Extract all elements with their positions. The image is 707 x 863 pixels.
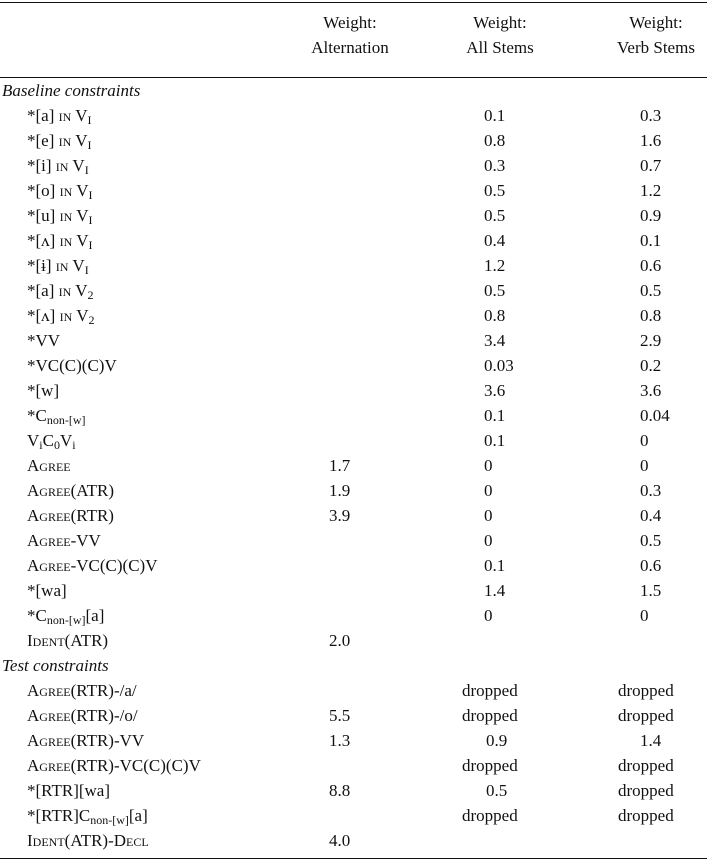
constraint-name: *[wa] [27, 581, 67, 600]
constraint-name: Agree-VC(C)(C)V [27, 556, 158, 575]
constraint-name: $*[RTR]C_{non-[w]}[a]$ [27, 806, 148, 827]
table-row [0, 828, 707, 853]
weight-verb-stems: 0.2 [640, 356, 662, 375]
constraint-name: *VC(C)(C)V [27, 356, 117, 375]
weight-verb-stems: 0 [640, 606, 649, 625]
weight-all-stems: 0.8 [484, 131, 506, 150]
table-row [0, 203, 707, 228]
column-header-verb-stems [596, 10, 707, 60]
weight-all-stems: 0 [484, 531, 493, 550]
constraint-name: *[u] in $V_I$ [27, 206, 93, 227]
table-bottom-rule [0, 858, 707, 859]
constraint-name: *[a] in $V_I$ [27, 106, 92, 127]
weight-verb-stems: 0.1 [640, 231, 662, 250]
column-header-line2: Verb Stems [617, 38, 695, 57]
weight-verb-stems: 0.3 [640, 106, 662, 125]
weight-all-stems: 0.1 [484, 106, 506, 125]
weight-verb-stems: 0.5 [640, 281, 662, 300]
constraint-name: Agree(RTR)-/a/ [27, 681, 137, 700]
weight-verb-stems: 0.5 [640, 531, 662, 550]
weight-alternation: 3.9 [329, 506, 351, 525]
section-heading-baseline: Baseline constraints [2, 81, 141, 100]
weight-verb-stems: 0 [640, 456, 649, 475]
constraint-name: *[a] in $V_2$ [27, 281, 94, 302]
table-row [0, 453, 707, 478]
constraint-name: $*C_{non-[w]}$ [27, 406, 86, 427]
weight-verb-stems: dropped [618, 706, 674, 725]
table-row [0, 228, 707, 253]
weight-verb-stems: 0.4 [640, 506, 662, 525]
table-row [0, 753, 707, 778]
weight-alternation: 1.7 [329, 456, 351, 475]
weight-all-stems: 3.4 [484, 331, 506, 350]
weight-all-stems: 0.1 [484, 431, 506, 450]
weight-all-stems: dropped [462, 806, 518, 825]
constraint-name: *[ʌ] in $V_2$ [27, 306, 95, 327]
weight-all-stems: 0.5 [484, 181, 506, 200]
weight-all-stems: 3.6 [484, 381, 506, 400]
table-row [0, 378, 707, 403]
weight-alternation: 1.9 [329, 481, 351, 500]
constraint-name: Ident(ATR) [27, 631, 109, 650]
weight-verb-stems: dropped [618, 756, 674, 775]
table-row [0, 528, 707, 553]
table-row [0, 728, 707, 753]
constraint-name: Agree(RTR)-VC(C)(C)V [27, 756, 201, 775]
table-row [0, 628, 707, 653]
constraint-name: Agree(ATR) [27, 481, 115, 500]
table-row [0, 703, 707, 728]
weight-verb-stems: 0.6 [640, 556, 662, 575]
weight-verb-stems: dropped [618, 681, 674, 700]
table-row [0, 153, 707, 178]
table-row [0, 178, 707, 203]
column-header-all-stems [440, 10, 560, 60]
constraint-name: *VV [27, 331, 61, 350]
weight-alternation: 8.8 [329, 781, 351, 800]
weight-verb-stems: dropped [618, 806, 674, 825]
constraint-name: *[o] in $V_I$ [27, 181, 93, 202]
weight-all-stems: 0.03 [484, 356, 514, 375]
table-row [0, 328, 707, 353]
table-top-rule [0, 2, 707, 3]
weight-all-stems: 0 [484, 481, 493, 500]
section-heading-test: Test constraints [2, 656, 109, 675]
constraint-name: Agree(RTR) [27, 506, 114, 525]
weight-verb-stems: 1.2 [640, 181, 662, 200]
weight-all-stems: 0.1 [484, 556, 506, 575]
weight-all-stems: 0 [484, 456, 493, 475]
table-row [0, 553, 707, 578]
weight-verb-stems: 1.6 [640, 131, 662, 150]
table-row [0, 278, 707, 303]
weight-all-stems: 0.5 [484, 281, 506, 300]
column-header-line1: Weight: [629, 13, 683, 32]
weight-all-stems: dropped [462, 681, 518, 700]
weight-verb-stems: 0 [640, 431, 649, 450]
weight-verb-stems: 3.6 [640, 381, 662, 400]
column-header-alternation [290, 10, 410, 60]
constraint-name: Ident(ATR)-Decl [27, 831, 149, 850]
table-row [0, 353, 707, 378]
table-row [0, 603, 707, 628]
table-row [0, 253, 707, 278]
weight-all-stems: 0.1 [484, 406, 506, 425]
weight-verb-stems: 0.3 [640, 481, 662, 500]
weight-all-stems: 0.9 [486, 731, 508, 750]
weight-alternation: 2.0 [329, 631, 351, 650]
weight-all-stems: 0.5 [486, 781, 508, 800]
table-row [0, 403, 707, 428]
constraint-name: Agree(RTR)-/o/ [27, 706, 138, 725]
table-row [0, 428, 707, 453]
weight-verb-stems: 0.8 [640, 306, 662, 325]
constraint-name: *[ɨ] in $V_I$ [27, 256, 89, 277]
weight-all-stems: 1.2 [484, 256, 506, 275]
table-row [0, 103, 707, 128]
constraint-name: Agree(RTR)-VV [27, 731, 145, 750]
weight-verb-stems: 0.9 [640, 206, 662, 225]
weight-alternation: 5.5 [329, 706, 351, 725]
table-row [0, 778, 707, 803]
weight-verb-stems: 1.5 [640, 581, 662, 600]
weight-verb-stems: 2.9 [640, 331, 662, 350]
constraint-name: *[ʌ] in $V_I$ [27, 231, 93, 252]
weight-verb-stems: 0.6 [640, 256, 662, 275]
constraint-name: *[i] in $V_I$ [27, 156, 89, 177]
constraint-name: *[w] [27, 381, 60, 400]
column-header-line2: Alternation [311, 38, 389, 57]
weight-all-stems: 0.3 [484, 156, 506, 175]
weight-all-stems: 0 [484, 506, 493, 525]
table-row [0, 803, 707, 828]
column-header-line1: Weight: [323, 13, 377, 32]
weight-all-stems: dropped [462, 706, 518, 725]
weight-all-stems: dropped [462, 756, 518, 775]
table-row [0, 303, 707, 328]
constraint-name: $V_iC_0V_i$ [27, 431, 76, 452]
weight-verb-stems: 0.7 [640, 156, 662, 175]
table-row [0, 678, 707, 703]
weight-all-stems: 1.4 [484, 581, 506, 600]
weight-alternation: 4.0 [329, 831, 351, 850]
weight-alternation: 1.3 [329, 731, 351, 750]
table-row [0, 128, 707, 153]
column-header-line2: All Stems [466, 38, 534, 57]
constraint-name: Agree [27, 456, 71, 475]
weight-all-stems: 0.5 [484, 206, 506, 225]
weight-verb-stems: 0.04 [640, 406, 670, 425]
weight-verb-stems: 1.4 [640, 731, 662, 750]
constraint-name: Agree-VV [27, 531, 101, 550]
table-row [0, 578, 707, 603]
constraint-name: $*C_{non-[w]}[a]$ [27, 606, 105, 627]
column-header-line1: Weight: [473, 13, 527, 32]
weight-all-stems: 0.8 [484, 306, 506, 325]
weight-all-stems: 0.4 [484, 231, 506, 250]
constraint-name: *[RTR][wa] [27, 781, 111, 800]
constraint-name: *[e] in $V_I$ [27, 131, 92, 152]
weight-verb-stems: dropped [618, 781, 674, 800]
weight-all-stems: 0 [484, 606, 493, 625]
table-row [0, 478, 707, 503]
table-row [0, 503, 707, 528]
